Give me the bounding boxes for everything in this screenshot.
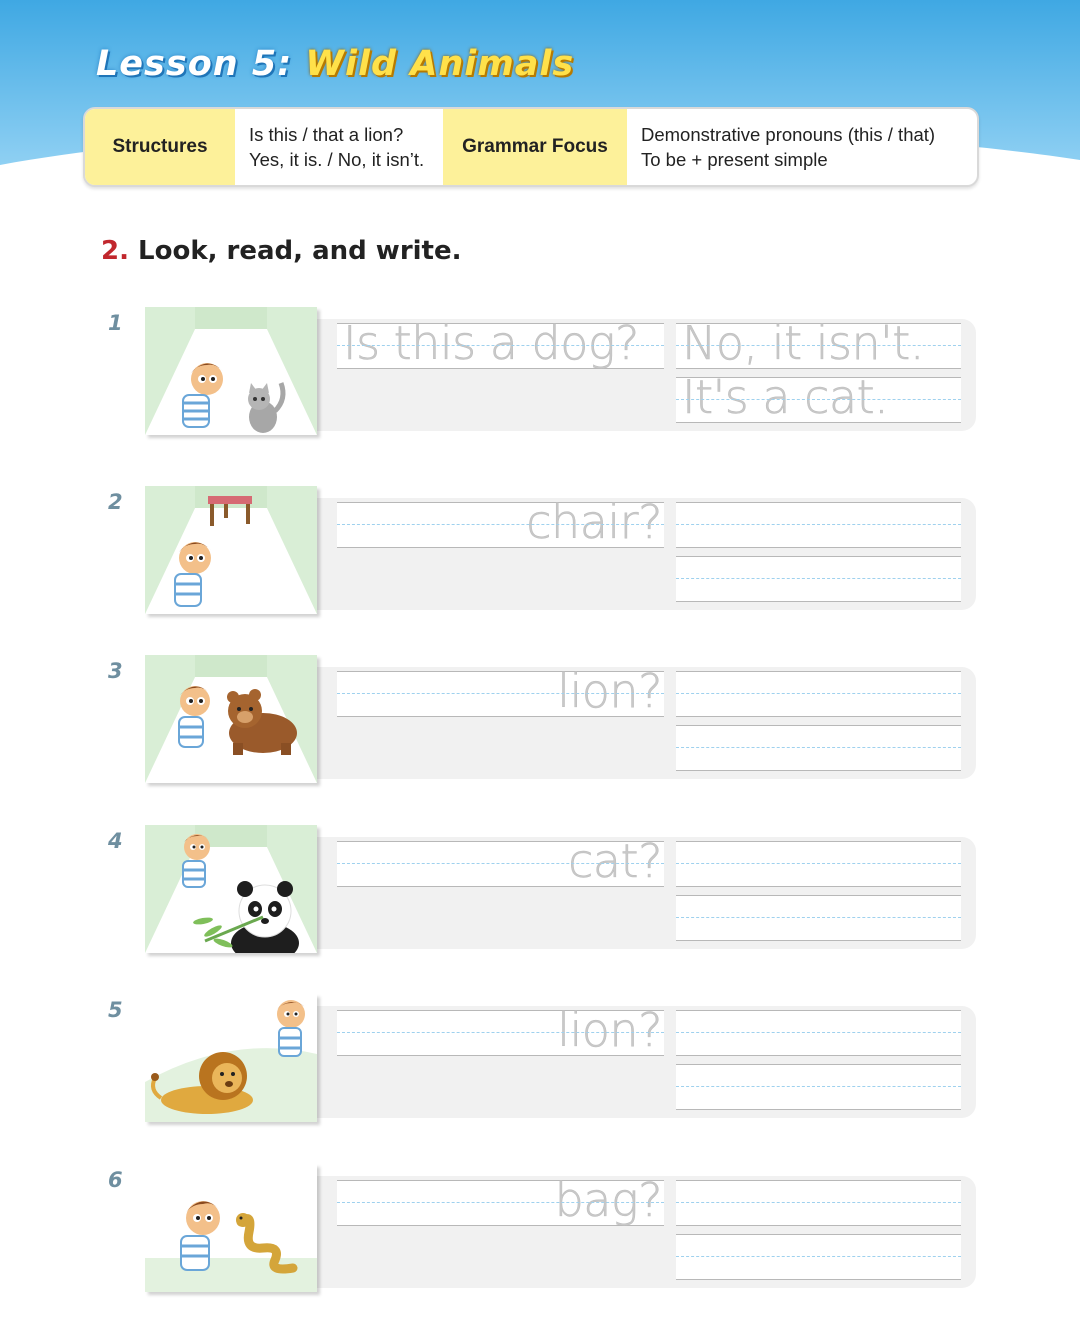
exercise-number: 2 xyxy=(108,490,123,514)
exercise-row-1 xyxy=(0,307,1080,447)
instruction-number: 2. xyxy=(101,236,129,266)
boy-and-table-picture xyxy=(145,486,317,614)
boy-and-lion-picture xyxy=(145,994,317,1122)
exercise-row-6 xyxy=(0,1164,1080,1304)
lesson-topic: Wild Animals xyxy=(305,44,575,84)
structures-text xyxy=(235,109,443,185)
question-trace-text: bag? xyxy=(554,1173,662,1227)
boy-and-snake-picture xyxy=(145,1164,317,1292)
grammar-label-text: Grammar Focus xyxy=(462,136,608,157)
structures-line-1: Is this / that a lion? xyxy=(249,124,404,145)
exercise-row-5 xyxy=(0,994,1080,1134)
exercise-row-3 xyxy=(0,655,1080,795)
answer-writing-line-2[interactable] xyxy=(676,556,961,602)
exercise-number: 5 xyxy=(108,998,123,1022)
grammar-focus-text xyxy=(627,109,973,185)
exercise-number: 4 xyxy=(108,829,123,853)
panda-icon xyxy=(231,881,299,953)
exercise-row-4 xyxy=(0,825,1080,965)
grammar-focus-label xyxy=(443,109,627,185)
question-writing-line[interactable] xyxy=(337,316,664,370)
answer-writing-line-2[interactable] xyxy=(676,895,961,941)
boy-and-cat-picture xyxy=(145,307,317,435)
answer-trace-text-1: No, it isn't. xyxy=(682,316,924,370)
answer-writing-line-2[interactable] xyxy=(676,725,961,771)
answer-writing-line-1[interactable] xyxy=(676,1180,961,1226)
answer-writing-line-1[interactable] xyxy=(676,1010,961,1056)
answer-writing-line-1[interactable] xyxy=(676,316,961,370)
question-writing-line[interactable] xyxy=(337,664,664,718)
boy-and-panda-picture xyxy=(145,825,317,953)
question-trace-text: lion? xyxy=(557,1003,662,1057)
grammar-line-1: Demonstrative pronouns (this / that) xyxy=(641,124,936,145)
question-writing-line[interactable] xyxy=(337,1003,664,1057)
exercise-instruction xyxy=(101,236,462,266)
exercise-row-2 xyxy=(0,486,1080,626)
structures-line-2: Yes, it is. / No, it isn’t. xyxy=(249,149,425,170)
exercise-number: 1 xyxy=(108,311,123,335)
instruction-text: Look, read, and write. xyxy=(138,236,462,266)
answer-writing-line-1[interactable] xyxy=(676,841,961,887)
lesson-title xyxy=(96,44,574,84)
question-trace-text: Is this a dog? xyxy=(343,316,639,370)
question-trace-text: cat? xyxy=(568,834,662,888)
boy-and-bear-picture xyxy=(145,655,317,783)
answer-writing-line-1[interactable] xyxy=(676,502,961,548)
answer-writing-line-2[interactable] xyxy=(676,1064,961,1110)
grammar-line-2: To be + present simple xyxy=(641,149,828,170)
question-writing-line[interactable] xyxy=(337,834,664,888)
answer-writing-line-2[interactable] xyxy=(676,370,961,424)
lesson-info-bar xyxy=(83,107,979,187)
structures-label-text: Structures xyxy=(112,136,208,157)
question-trace-text: chair? xyxy=(526,495,662,549)
answer-trace-text-2: It's a cat. xyxy=(682,370,889,424)
exercise-number: 6 xyxy=(108,1168,123,1192)
exercise-number: 3 xyxy=(108,659,123,683)
question-writing-line[interactable] xyxy=(337,495,664,549)
answer-writing-line-1[interactable] xyxy=(676,671,961,717)
structures-label xyxy=(85,109,235,185)
question-writing-line[interactable] xyxy=(337,1173,664,1227)
answer-writing-line-2[interactable] xyxy=(676,1234,961,1280)
lesson-number: Lesson 5: xyxy=(96,44,293,84)
question-trace-text: lion? xyxy=(557,664,662,718)
